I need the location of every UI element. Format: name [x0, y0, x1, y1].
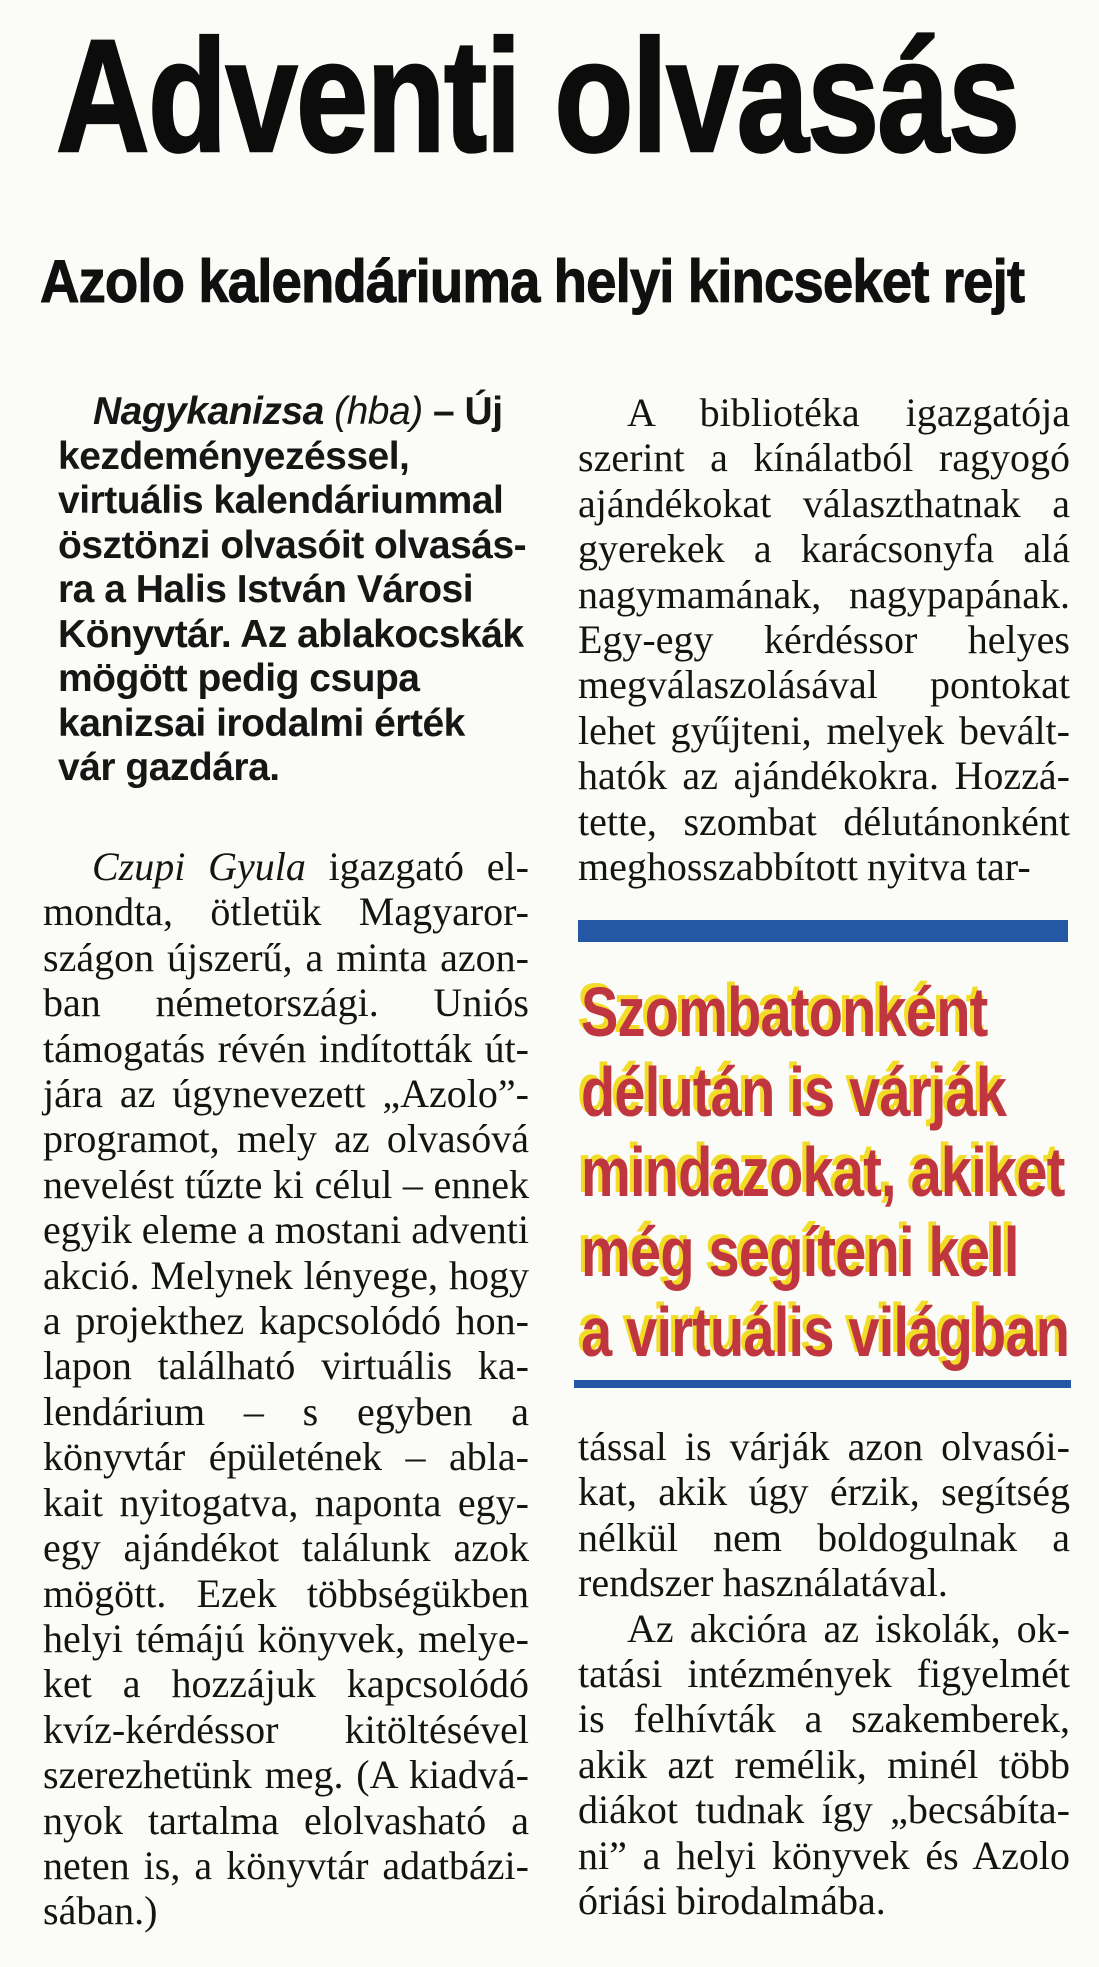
pull-quote-rule-top — [578, 920, 1068, 942]
text-line: kanizsai irodalmi érték — [58, 701, 465, 745]
text-line: hatók az ajándékokra. Hozzá- — [578, 753, 1070, 799]
text-line: a projekthez kapcsolódó hon- — [43, 1298, 529, 1344]
text-segment: (hba) — [323, 390, 434, 433]
text-line: sában.) — [43, 1888, 158, 1934]
text-line: neten is, a könyvtár adatbázi- — [43, 1842, 529, 1888]
text-line: óriási birodalmába. — [578, 1878, 886, 1924]
text-line: mögött pedig csupa — [58, 657, 420, 700]
text-line: kezdeményezéssel, — [58, 434, 410, 478]
text-line: nyok tartalma elolvasható a — [43, 1797, 529, 1843]
text-line: lendárium – s egyben a — [43, 1388, 529, 1434]
text-line: diákot tudnak így „becsábíta- — [578, 1787, 1070, 1833]
text-line: szerezhetünk meg. (A kiadvá- — [43, 1752, 529, 1798]
text-line: nélkül nem boldogulnak a — [578, 1514, 1070, 1560]
pull-quote-rule-bottom — [574, 1380, 1071, 1388]
lead-paragraph — [58, 390, 528, 791]
text-line: rendszer használatával. — [578, 1560, 948, 1606]
text-line: kvíz-kérdéssor kitöltésével — [43, 1706, 529, 1752]
text-line: ajándékokat választhatnak a — [578, 480, 1070, 526]
text-segment: – Új — [433, 390, 503, 433]
text-line: kait nyitogatva, naponta egy- — [43, 1479, 529, 1525]
paragraph-final — [578, 1606, 1070, 1924]
article-body-left-column — [43, 844, 529, 1934]
text-line: akik azt remélik, minél több — [578, 1741, 1070, 1787]
text-line: gyerekek a karácsonyfa alá — [578, 526, 1070, 572]
text-segment: Czupi Gyula — [92, 844, 306, 889]
text-line: tatási intézmények figyelmét — [578, 1651, 1070, 1697]
article-body-right-column-top — [578, 390, 1070, 889]
text-line: megválaszolásával pontokat — [578, 662, 1070, 708]
text-line: délután is várják — [581, 1053, 1007, 1131]
text-line: programot, mely az olvasóvá — [43, 1116, 529, 1162]
text-line: mindazokat, akiket — [581, 1133, 1065, 1211]
text-line: is felhívták a szakemberek, — [578, 1696, 1070, 1742]
article-headline: Adventi olvasás — [56, 6, 1019, 185]
text-line: A bibliotéka igazgatója — [627, 390, 1070, 435]
text-line: Egy-egy kérdéssor helyes — [578, 617, 1070, 663]
text-line — [43, 844, 529, 889]
text-line: nagymamának, nagypapának. — [578, 571, 1070, 617]
article-body-right-column-bottom — [578, 1424, 1070, 1923]
text-line: akció. Melynek lényege, hogy — [43, 1252, 529, 1298]
text-line: ösztönzi olvasóit olvasás- — [58, 523, 527, 567]
text-line: jára az úgynevezett „Azolo”- — [43, 1071, 529, 1117]
text-line: még segíteni kell — [581, 1213, 1019, 1291]
text-line: lehet gyűjteni, melyek bevált- — [578, 707, 1070, 753]
text-line: mögött. Ezek többségükben — [43, 1570, 529, 1616]
text-line: tással is várják azon olvasói- — [578, 1424, 1070, 1469]
text-line: a virtuális világban — [581, 1293, 1070, 1371]
text-line: lapon található virtuális ka- — [43, 1343, 529, 1389]
text-line: vár gazdára. — [58, 746, 280, 789]
pull-quote — [581, 972, 1093, 1372]
text-line: ni” a helyi könyvek és Azolo — [578, 1832, 1070, 1878]
article-subheadline: Azolo kalendáriuma helyi kincseket rejt — [40, 248, 1025, 315]
text-line: nevelést tűzte ki célul – ennek — [43, 1161, 529, 1207]
text-line: meghosszabbított nyitva tar- — [578, 844, 1031, 890]
text-line: helyi témájú könyvek, melye- — [43, 1615, 529, 1661]
text-line — [58, 390, 528, 435]
text-line: virtuális kalendáriummal — [58, 479, 504, 522]
text-line: kat, akik úgy érzik, segítség — [578, 1469, 1070, 1515]
text-line: Könyvtár. Az ablakocskák — [58, 612, 524, 656]
text-line: egy ajándékot találunk azok — [43, 1525, 529, 1571]
text-line: Szombatonként — [581, 973, 988, 1051]
text-line: szerint a kínálatból ragyogó — [578, 435, 1070, 481]
text-line: támogatás révén indították út- — [43, 1025, 529, 1071]
text-line: egyik eleme a mostani adventi — [43, 1207, 529, 1253]
text-line: mondta, ötletük Magyaror- — [43, 889, 529, 935]
text-line: tette, szombat délutánonként — [578, 798, 1070, 844]
text-line: ket a hozzájuk kapcsolódó — [43, 1661, 529, 1707]
text-line: Az akcióra az iskolák, ok- — [627, 1605, 1070, 1651]
text-line: könyvtár épületének – abla- — [43, 1434, 529, 1480]
text-line: szágon újszerű, a minta azon- — [43, 934, 529, 980]
paragraph-continuation — [578, 1424, 1070, 1606]
text-line: ra a Halis István Városi — [58, 568, 474, 611]
text-segment: Nagykanizsa — [93, 390, 324, 433]
text-segment: igazgató el- — [305, 844, 529, 889]
text-line: ban németországi. Uniós — [43, 980, 529, 1026]
